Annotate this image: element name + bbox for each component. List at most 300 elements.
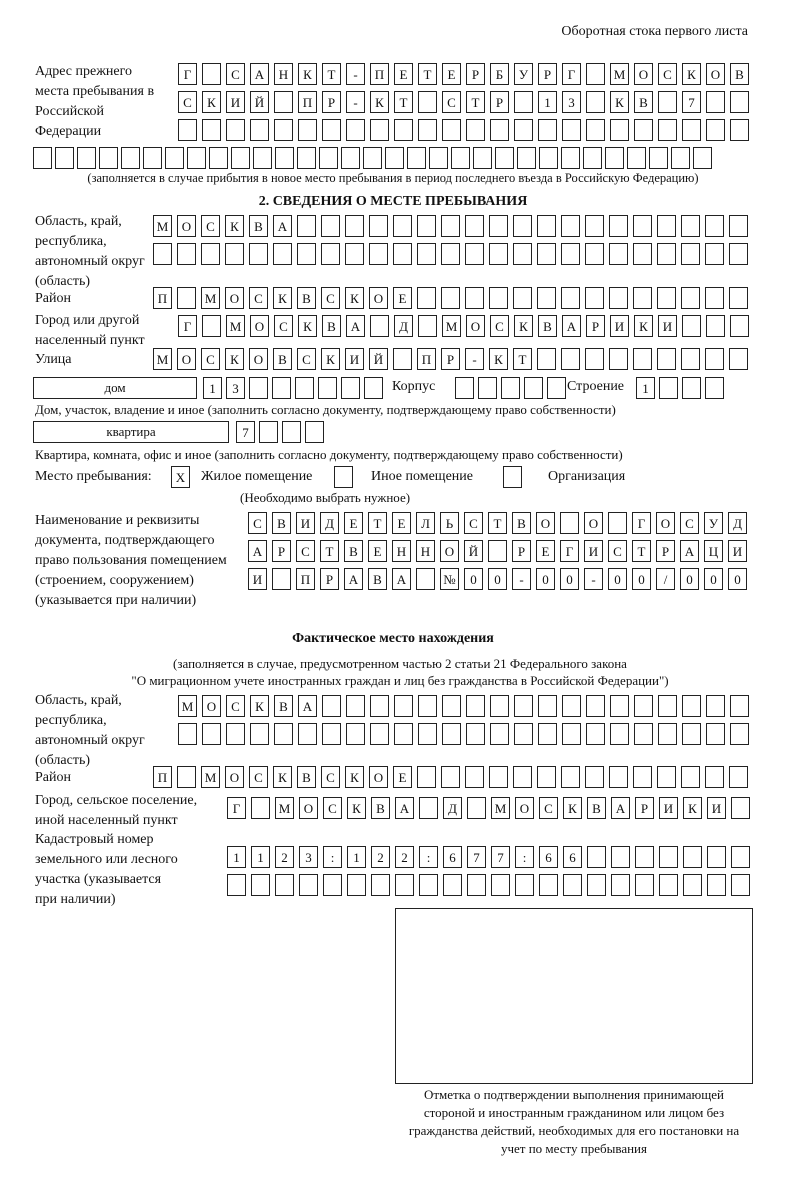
char-cell[interactable]: С (226, 63, 245, 85)
char-cell[interactable] (455, 377, 474, 399)
char-cell[interactable]: М (442, 315, 461, 337)
char-cell[interactable] (657, 348, 676, 370)
char-cell[interactable]: К (514, 315, 533, 337)
char-cell[interactable] (394, 723, 413, 745)
char-cell[interactable]: 2 (275, 846, 294, 868)
char-cell[interactable] (322, 723, 341, 745)
char-cell[interactable] (683, 846, 702, 868)
option-organization-checkbox[interactable] (503, 466, 522, 488)
char-cell[interactable]: М (226, 315, 245, 337)
char-cell[interactable] (417, 215, 436, 237)
char-cell[interactable]: С (249, 287, 268, 309)
char-cell[interactable] (478, 377, 497, 399)
char-cell[interactable] (609, 766, 628, 788)
char-cell[interactable]: О (584, 512, 603, 534)
char-cell[interactable] (729, 287, 748, 309)
char-cell[interactable] (346, 695, 365, 717)
char-cell[interactable] (587, 874, 606, 896)
char-cell[interactable]: И (610, 315, 629, 337)
char-cell[interactable] (441, 243, 460, 265)
char-cell[interactable] (250, 119, 269, 141)
char-cell[interactable]: 6 (563, 846, 582, 868)
char-cell[interactable] (611, 874, 630, 896)
char-cell[interactable] (429, 147, 448, 169)
char-cell[interactable] (274, 119, 293, 141)
char-cell[interactable]: С (248, 512, 267, 534)
char-cell[interactable] (537, 243, 556, 265)
char-cell[interactable] (385, 147, 404, 169)
char-cell[interactable]: О (634, 63, 653, 85)
char-cell[interactable] (514, 119, 533, 141)
char-cell[interactable]: О (250, 315, 269, 337)
char-cell[interactable] (682, 377, 701, 399)
char-cell[interactable]: К (250, 695, 269, 717)
char-cell[interactable]: О (515, 797, 534, 819)
char-cell[interactable]: Ь (440, 512, 459, 534)
char-cell[interactable]: С (296, 540, 315, 562)
char-cell[interactable] (683, 874, 702, 896)
char-cell[interactable] (585, 766, 604, 788)
char-cell[interactable] (706, 91, 725, 113)
char-cell[interactable]: С (201, 215, 220, 237)
char-cell[interactable]: Р (586, 315, 605, 337)
option-other-checkbox[interactable] (334, 466, 353, 488)
char-cell[interactable]: А (395, 797, 414, 819)
char-cell[interactable]: А (611, 797, 630, 819)
char-cell[interactable] (369, 215, 388, 237)
char-cell[interactable]: - (465, 348, 484, 370)
char-cell[interactable]: В (730, 63, 749, 85)
char-cell[interactable] (121, 147, 140, 169)
char-cell[interactable] (297, 147, 316, 169)
char-cell[interactable] (729, 766, 748, 788)
char-cell[interactable] (681, 766, 700, 788)
char-cell[interactable]: Г (560, 540, 579, 562)
char-cell[interactable]: С (178, 91, 197, 113)
char-cell[interactable] (363, 147, 382, 169)
char-cell[interactable]: В (512, 512, 531, 534)
char-cell[interactable]: В (297, 287, 316, 309)
char-cell[interactable] (489, 287, 508, 309)
char-cell[interactable] (563, 874, 582, 896)
char-cell[interactable] (393, 348, 412, 370)
char-cell[interactable] (393, 243, 412, 265)
char-cell[interactable] (143, 147, 162, 169)
char-cell[interactable] (495, 147, 514, 169)
char-cell[interactable]: М (153, 215, 172, 237)
char-cell[interactable]: М (610, 63, 629, 85)
char-cell[interactable] (490, 119, 509, 141)
char-cell[interactable] (633, 243, 652, 265)
char-cell[interactable]: Г (632, 512, 651, 534)
char-cell[interactable] (729, 215, 748, 237)
house-type-field[interactable]: дом (33, 377, 197, 399)
char-cell[interactable]: Е (393, 287, 412, 309)
char-cell[interactable] (693, 147, 712, 169)
char-cell[interactable] (633, 766, 652, 788)
char-cell[interactable] (587, 846, 606, 868)
char-cell[interactable] (561, 287, 580, 309)
char-cell[interactable] (259, 421, 278, 443)
char-cell[interactable] (295, 377, 314, 399)
char-cell[interactable]: Т (488, 512, 507, 534)
char-cell[interactable]: В (538, 315, 557, 337)
char-cell[interactable] (394, 695, 413, 717)
char-cell[interactable] (253, 147, 272, 169)
char-cell[interactable]: 1 (347, 846, 366, 868)
char-cell[interactable]: Т (632, 540, 651, 562)
char-cell[interactable] (513, 243, 532, 265)
char-cell[interactable] (466, 723, 485, 745)
char-cell[interactable] (659, 846, 678, 868)
char-cell[interactable] (394, 119, 413, 141)
char-cell[interactable] (231, 147, 250, 169)
char-cell[interactable] (369, 243, 388, 265)
char-cell[interactable]: А (250, 63, 269, 85)
char-cell[interactable] (465, 243, 484, 265)
char-cell[interactable] (417, 243, 436, 265)
char-cell[interactable]: М (275, 797, 294, 819)
char-cell[interactable] (441, 766, 460, 788)
char-cell[interactable] (251, 797, 270, 819)
char-cell[interactable]: С (658, 63, 677, 85)
char-cell[interactable] (490, 695, 509, 717)
char-cell[interactable]: Й (369, 348, 388, 370)
char-cell[interactable]: 0 (488, 568, 507, 590)
char-cell[interactable] (609, 287, 628, 309)
char-cell[interactable] (225, 243, 244, 265)
char-cell[interactable]: 3 (299, 846, 318, 868)
char-cell[interactable]: С (539, 797, 558, 819)
char-cell[interactable] (682, 315, 701, 337)
char-cell[interactable]: 7 (467, 846, 486, 868)
char-cell[interactable] (178, 119, 197, 141)
char-cell[interactable] (419, 874, 438, 896)
char-cell[interactable]: : (515, 846, 534, 868)
char-cell[interactable] (585, 243, 604, 265)
char-cell[interactable]: А (273, 215, 292, 237)
char-cell[interactable] (465, 766, 484, 788)
char-cell[interactable] (273, 243, 292, 265)
char-cell[interactable] (608, 512, 627, 534)
char-cell[interactable] (537, 348, 556, 370)
char-cell[interactable] (501, 377, 520, 399)
char-cell[interactable]: - (346, 63, 365, 85)
char-cell[interactable]: К (489, 348, 508, 370)
char-cell[interactable]: 3 (562, 91, 581, 113)
char-cell[interactable] (297, 243, 316, 265)
char-cell[interactable]: К (563, 797, 582, 819)
char-cell[interactable] (657, 766, 676, 788)
char-cell[interactable] (586, 723, 605, 745)
char-cell[interactable] (466, 119, 485, 141)
char-cell[interactable]: И (728, 540, 747, 562)
char-cell[interactable] (730, 119, 749, 141)
char-cell[interactable]: В (249, 215, 268, 237)
char-cell[interactable]: Р (466, 63, 485, 85)
char-cell[interactable] (346, 723, 365, 745)
char-cell[interactable] (657, 215, 676, 237)
char-cell[interactable] (730, 723, 749, 745)
char-cell[interactable]: В (587, 797, 606, 819)
char-cell[interactable]: С (321, 287, 340, 309)
char-cell[interactable]: 7 (491, 846, 510, 868)
char-cell[interactable] (514, 91, 533, 113)
char-cell[interactable] (537, 287, 556, 309)
char-cell[interactable] (177, 766, 196, 788)
char-cell[interactable]: И (296, 512, 315, 534)
char-cell[interactable] (681, 287, 700, 309)
char-cell[interactable]: Т (322, 63, 341, 85)
char-cell[interactable] (441, 287, 460, 309)
char-cell[interactable] (538, 119, 557, 141)
char-cell[interactable]: И (248, 568, 267, 590)
char-cell[interactable] (418, 91, 437, 113)
char-cell[interactable]: - (346, 91, 365, 113)
char-cell[interactable]: Т (418, 63, 437, 85)
char-cell[interactable] (489, 243, 508, 265)
char-cell[interactable]: П (153, 766, 172, 788)
char-cell[interactable] (466, 695, 485, 717)
char-cell[interactable]: М (178, 695, 197, 717)
char-cell[interactable] (178, 723, 197, 745)
char-cell[interactable]: 1 (538, 91, 557, 113)
char-cell[interactable]: В (297, 766, 316, 788)
char-cell[interactable] (658, 723, 677, 745)
char-cell[interactable] (441, 215, 460, 237)
char-cell[interactable] (227, 874, 246, 896)
char-cell[interactable] (562, 723, 581, 745)
char-cell[interactable]: И (658, 315, 677, 337)
char-cell[interactable] (706, 723, 725, 745)
char-cell[interactable] (321, 243, 340, 265)
char-cell[interactable] (177, 287, 196, 309)
char-cell[interactable] (473, 147, 492, 169)
char-cell[interactable] (730, 695, 749, 717)
char-cell[interactable]: Н (416, 540, 435, 562)
char-cell[interactable]: В (273, 348, 292, 370)
char-cell[interactable]: Р (490, 91, 509, 113)
char-cell[interactable]: Д (394, 315, 413, 337)
char-cell[interactable]: А (562, 315, 581, 337)
char-cell[interactable]: 0 (536, 568, 555, 590)
char-cell[interactable] (465, 215, 484, 237)
char-cell[interactable] (490, 723, 509, 745)
char-cell[interactable] (322, 119, 341, 141)
char-cell[interactable] (706, 315, 725, 337)
char-cell[interactable] (705, 348, 724, 370)
char-cell[interactable]: В (634, 91, 653, 113)
char-cell[interactable]: - (584, 568, 603, 590)
char-cell[interactable] (249, 243, 268, 265)
char-cell[interactable] (682, 119, 701, 141)
char-cell[interactable] (610, 723, 629, 745)
char-cell[interactable]: Т (466, 91, 485, 113)
char-cell[interactable]: С (323, 797, 342, 819)
char-cell[interactable] (442, 723, 461, 745)
char-cell[interactable] (370, 723, 389, 745)
char-cell[interactable] (371, 874, 390, 896)
char-cell[interactable] (586, 695, 605, 717)
char-cell[interactable]: С (680, 512, 699, 534)
char-cell[interactable] (705, 287, 724, 309)
char-cell[interactable] (282, 421, 301, 443)
char-cell[interactable] (341, 147, 360, 169)
char-cell[interactable]: М (201, 766, 220, 788)
char-cell[interactable] (707, 846, 726, 868)
char-cell[interactable]: 0 (632, 568, 651, 590)
char-cell[interactable]: О (369, 287, 388, 309)
char-cell[interactable] (585, 348, 604, 370)
char-cell[interactable]: В (272, 512, 291, 534)
option-residential-checkbox[interactable]: X (171, 466, 190, 488)
char-cell[interactable]: - (512, 568, 531, 590)
char-cell[interactable]: Т (320, 540, 339, 562)
char-cell[interactable] (659, 377, 678, 399)
char-cell[interactable] (633, 215, 652, 237)
char-cell[interactable] (33, 147, 52, 169)
char-cell[interactable] (305, 421, 324, 443)
char-cell[interactable]: К (634, 315, 653, 337)
char-cell[interactable] (346, 119, 365, 141)
char-cell[interactable] (730, 91, 749, 113)
char-cell[interactable]: К (225, 215, 244, 237)
char-cell[interactable]: Е (394, 63, 413, 85)
char-cell[interactable]: Р (656, 540, 675, 562)
char-cell[interactable]: О (536, 512, 555, 534)
char-cell[interactable]: Р (512, 540, 531, 562)
char-cell[interactable]: А (248, 540, 267, 562)
char-cell[interactable] (345, 215, 364, 237)
char-cell[interactable]: К (370, 91, 389, 113)
char-cell[interactable]: Ц (704, 540, 723, 562)
char-cell[interactable] (634, 695, 653, 717)
char-cell[interactable]: Й (250, 91, 269, 113)
char-cell[interactable] (393, 215, 412, 237)
char-cell[interactable]: П (370, 63, 389, 85)
char-cell[interactable]: 0 (704, 568, 723, 590)
char-cell[interactable]: М (153, 348, 172, 370)
char-cell[interactable] (538, 723, 557, 745)
char-cell[interactable] (610, 695, 629, 717)
char-cell[interactable] (537, 215, 556, 237)
char-cell[interactable] (561, 348, 580, 370)
char-cell[interactable] (513, 215, 532, 237)
char-cell[interactable]: К (321, 348, 340, 370)
char-cell[interactable] (298, 723, 317, 745)
char-cell[interactable] (731, 846, 750, 868)
char-cell[interactable] (658, 119, 677, 141)
char-cell[interactable]: К (345, 287, 364, 309)
char-cell[interactable]: С (226, 695, 245, 717)
char-cell[interactable]: Л (416, 512, 435, 534)
char-cell[interactable]: 1 (203, 377, 222, 399)
char-cell[interactable]: К (202, 91, 221, 113)
char-cell[interactable]: С (490, 315, 509, 337)
char-cell[interactable] (634, 119, 653, 141)
char-cell[interactable] (706, 119, 725, 141)
char-cell[interactable] (681, 215, 700, 237)
char-cell[interactable] (657, 287, 676, 309)
char-cell[interactable]: О (202, 695, 221, 717)
char-cell[interactable]: 3 (226, 377, 245, 399)
char-cell[interactable]: В (322, 315, 341, 337)
char-cell[interactable]: 1 (636, 377, 655, 399)
char-cell[interactable] (416, 568, 435, 590)
char-cell[interactable] (706, 695, 725, 717)
char-cell[interactable]: : (419, 846, 438, 868)
char-cell[interactable] (321, 215, 340, 237)
char-cell[interactable] (345, 243, 364, 265)
char-cell[interactable]: И (707, 797, 726, 819)
char-cell[interactable] (513, 287, 532, 309)
char-cell[interactable]: А (298, 695, 317, 717)
char-cell[interactable]: И (345, 348, 364, 370)
char-cell[interactable]: У (514, 63, 533, 85)
char-cell[interactable]: Е (536, 540, 555, 562)
char-cell[interactable] (583, 147, 602, 169)
char-cell[interactable] (442, 119, 461, 141)
char-cell[interactable] (633, 348, 652, 370)
char-cell[interactable] (250, 723, 269, 745)
char-cell[interactable] (419, 797, 438, 819)
char-cell[interactable] (681, 348, 700, 370)
char-cell[interactable] (633, 287, 652, 309)
char-cell[interactable] (515, 874, 534, 896)
char-cell[interactable] (298, 119, 317, 141)
char-cell[interactable]: Д (728, 512, 747, 534)
char-cell[interactable]: О (656, 512, 675, 534)
char-cell[interactable] (539, 147, 558, 169)
char-cell[interactable] (364, 377, 383, 399)
char-cell[interactable]: К (225, 348, 244, 370)
char-cell[interactable] (451, 147, 470, 169)
char-cell[interactable] (659, 874, 678, 896)
char-cell[interactable] (395, 874, 414, 896)
char-cell[interactable] (658, 695, 677, 717)
char-cell[interactable] (275, 874, 294, 896)
char-cell[interactable]: 6 (443, 846, 462, 868)
char-cell[interactable]: Т (394, 91, 413, 113)
char-cell[interactable] (705, 766, 724, 788)
char-cell[interactable]: № (440, 568, 459, 590)
char-cell[interactable]: В (344, 540, 363, 562)
char-cell[interactable] (707, 874, 726, 896)
char-cell[interactable]: 0 (680, 568, 699, 590)
char-cell[interactable]: О (466, 315, 485, 337)
char-cell[interactable] (524, 377, 543, 399)
char-cell[interactable] (370, 315, 389, 337)
char-cell[interactable]: 0 (608, 568, 627, 590)
char-cell[interactable] (274, 91, 293, 113)
char-cell[interactable] (274, 723, 293, 745)
char-cell[interactable] (671, 147, 690, 169)
char-cell[interactable] (491, 874, 510, 896)
char-cell[interactable]: Т (368, 512, 387, 534)
char-cell[interactable] (418, 723, 437, 745)
char-cell[interactable] (657, 243, 676, 265)
char-cell[interactable] (561, 766, 580, 788)
char-cell[interactable]: А (392, 568, 411, 590)
char-cell[interactable]: Г (227, 797, 246, 819)
char-cell[interactable] (561, 243, 580, 265)
char-cell[interactable] (341, 377, 360, 399)
char-cell[interactable]: 7 (236, 421, 255, 443)
flat-type-field[interactable]: квартира (33, 421, 229, 443)
char-cell[interactable] (489, 215, 508, 237)
char-cell[interactable] (705, 243, 724, 265)
char-cell[interactable]: Й (464, 540, 483, 562)
